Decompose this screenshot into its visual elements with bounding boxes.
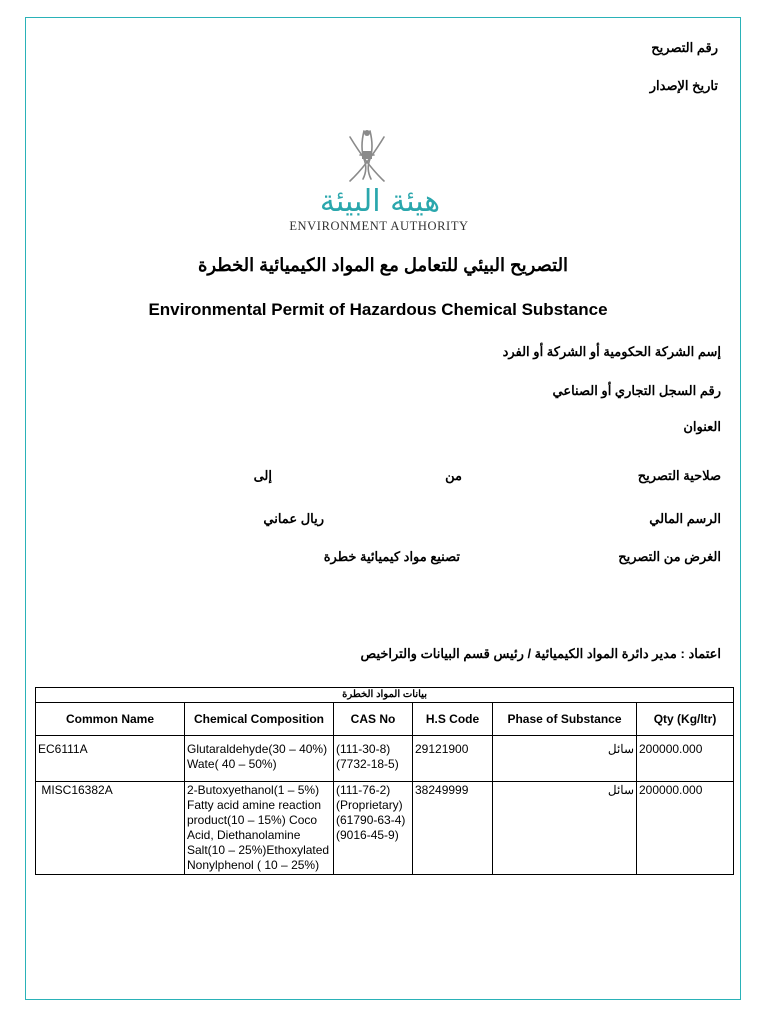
table-header-row <box>36 703 734 736</box>
purpose-value: تصنيع مواد كيميائية خطرة <box>323 549 460 564</box>
issue-date-label: تاريخ الإصدار <box>649 78 718 93</box>
company-name-label: إسم الشركة الحكومية أو الشركة أو الفرد <box>502 344 721 359</box>
approval-label: اعتماد : مدير دائرة المواد الكيميائية / رئيس قسم البيانات والتراخيص <box>360 646 721 661</box>
fee-label: الرسم المالي <box>649 511 721 526</box>
address-label: العنوان <box>683 419 721 434</box>
from-label: من <box>445 468 462 483</box>
logo-english: ENVIRONMENT AUTHORITY <box>289 219 469 233</box>
cell-cas-no: (111-30-8) (7732-18-5) <box>334 736 413 782</box>
header-phase: Phase of Substance <box>493 703 637 736</box>
cell-common-name: MISC16382A <box>36 782 185 875</box>
registration-label: رقم السجل التجاري أو الصناعي <box>552 383 721 398</box>
cell-hs-code: 38249999 <box>413 782 493 875</box>
cell-common-name: EC6111A <box>36 736 185 782</box>
table-caption-row <box>36 688 734 703</box>
table-row <box>36 736 734 782</box>
cell-hs-code: 29121900 <box>413 736 493 782</box>
cell-composition: Glutaraldehyde(30 – 40%) Wate( 40 – 50%) <box>185 736 334 782</box>
header-cas-no: CAS No <box>334 703 413 736</box>
header-hs-code: H.S Code <box>413 703 493 736</box>
table-caption: بيانات المواد الخطرة <box>36 688 734 703</box>
fee-currency: ريال عماني <box>263 511 324 526</box>
oman-emblem-icon <box>342 125 392 187</box>
logo-arabic: هيئة البيئة <box>319 184 441 219</box>
cell-qty: 200000.000 <box>637 736 734 782</box>
hazardous-materials-table <box>35 687 734 875</box>
cell-qty: 200000.000 <box>637 782 734 875</box>
cell-phase: سائل <box>493 736 637 782</box>
purpose-label: الغرض من التصريح <box>618 549 721 564</box>
header-chemical-composition: Chemical Composition <box>185 703 334 736</box>
title-english: Environmental Permit of Hazardous Chemical Substance <box>148 300 608 319</box>
validity-label: صلاحية التصريح <box>637 468 721 483</box>
header-qty: Qty (Kg/ltr) <box>637 703 734 736</box>
header-common-name: Common Name <box>36 703 185 736</box>
cell-cas-no: (111-76-2) (Proprietary) (61790-63-4) (9016-45-9) <box>334 782 413 875</box>
to-label: إلى <box>253 468 272 483</box>
title-arabic: التصريح البيئي للتعامل مع المواد الكيميائية الخطرة <box>197 255 569 275</box>
table-row <box>36 782 734 875</box>
permit-number-label: رقم التصريح <box>651 40 718 55</box>
cell-phase: سائل <box>493 782 637 875</box>
cell-composition: 2-Butoxyethanol(1 – 5%) Fatty acid amine reaction product(10 – 15%) Coco Acid, Diethanolamine Salt(10 – 25%)Ethoxylated Nonylphenol ( 10 – 25%) <box>185 782 334 875</box>
